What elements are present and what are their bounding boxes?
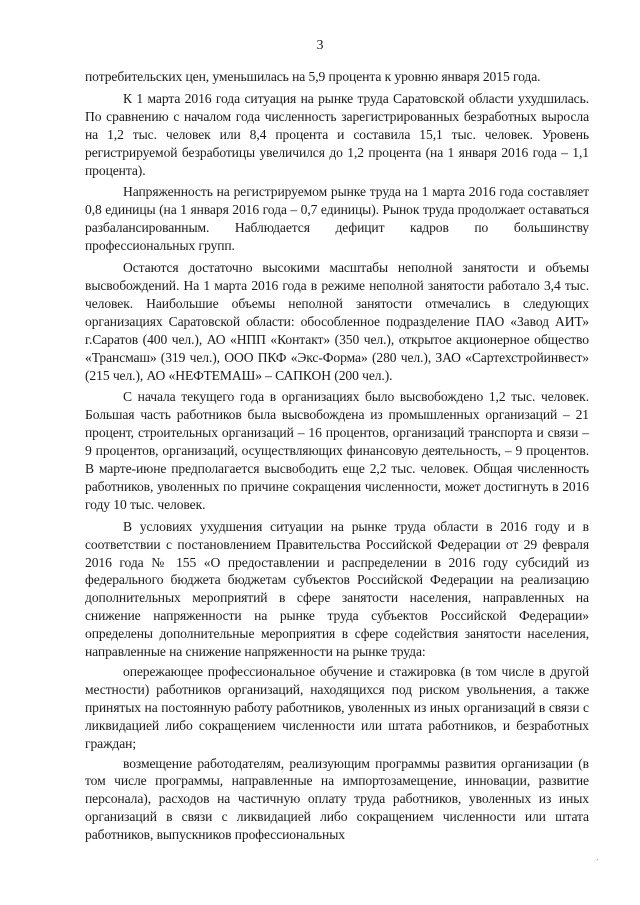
paragraph-tension: Напряженность на регистрируемом рынке труда на 1 марта 2016 года составляет 0,8 единицы (на 1 января 2016 года – 0,7 единицы). Рынок труда продолжает оставаться разбалансированным. Наблюдается дефицит кадров по большинству профессиональных групп. xyxy=(85,184,589,254)
paragraph-partial-employment: Остаются достаточно высокими масштабы неполной занятости и объемы высвобождений. На 1 марта 2016 года в режиме неполной занятости работало 3,4 тыс. человек. Наибольшие объемы неполной занятости отмечались в следующих организациях Саратовской области: обособленное подразделение ПАО «Завод АИТ» г.Саратов (400 чел.), АО «НПП «Контакт» (350 чел.), открытое акционерное общество «Трансмаш» (319 чел.), ООО ПКФ «Экс-Форма» (280 чел.), ЗАО «Сартехстройинвест» (215 чел.), АО «НЕФТЕМАШ» – САПКОН (200 чел.). xyxy=(85,260,589,383)
paragraph-continuation: потребительских цен, уменьшилась на 5,9 процента к уровню января 2015 года. xyxy=(85,69,541,84)
document-body xyxy=(85,68,589,844)
paragraph-labor-market: К 1 марта 2016 года ситуация на рынке труда Саратовской области ухудшилась. По сравнению с началом года численность зарегистрированных безработных выросла на 1,2 тыс. человек или 8,4 процента и составила 15,1 тыс. человек. Уровень регистрируемой безработицы увеличился до 1,2 процента (на 1 января 2016 года – 1,1 процента). xyxy=(85,90,589,178)
list-item-training: опережающее профессиональное обучение и стажировка (в том числе в другой местности) работников организаций, находящихся под риском увольнения, а также принятых на постоянную работу работников, уволенных из иных организаций в связи с ликвидацией либо сокращением численности или штата работников, и безработных граждан; xyxy=(85,664,589,751)
paragraph-measures: В условиях ухудшения ситуации на рынке труда области в 2016 году и в соответствии с постановлением Правительства Российской Федерации от 29 февраля 2016 года № 155 «О предоставлении и распределении в 2016 году субсидий из федерального бюджета бюджетам субъектов Российской Федерации на реализацию дополнительных мероприятий в сфере занятости населения, направленных на снижение напряженности на рынке труда субъектов Российской Федерации» определены дополнительные мероприятия в сфере содействия занятости населения, направленные на снижение напряженности на рынке труда: xyxy=(85,518,589,660)
list-item-compensation: возмещение работодателям, реализующим программы развития организации (в том числе программы, направленные на импортозамещение, инновации, развитие персонала), расходов на частичную оплату труда работников, уволенных из иных организаций в связи с ликвидацией либо сокращением численности или штата работников, выпускников профессиональных xyxy=(85,755,589,843)
paragraph-layoffs: С начала текущего года в организациях было высвобождено 1,2 тыс. человек. Большая часть работников была высвобождена из промышленных организаций – 21 процент, строительных организаций – 16 процентов, организаций транспорта и связи – 9 процентов, организаций, осуществляющих финансовую деятельность, – 9 процентов. В марте-июне предполагается высвободить еще 2,2 тыс. человек. Общая численность работников, уволенных по причине сокращения численности, может достигнуть в 2016 году 10 тыс. человек. xyxy=(85,389,589,512)
page-number: 3 xyxy=(316,38,324,53)
scan-mark: ´ xyxy=(596,858,599,867)
